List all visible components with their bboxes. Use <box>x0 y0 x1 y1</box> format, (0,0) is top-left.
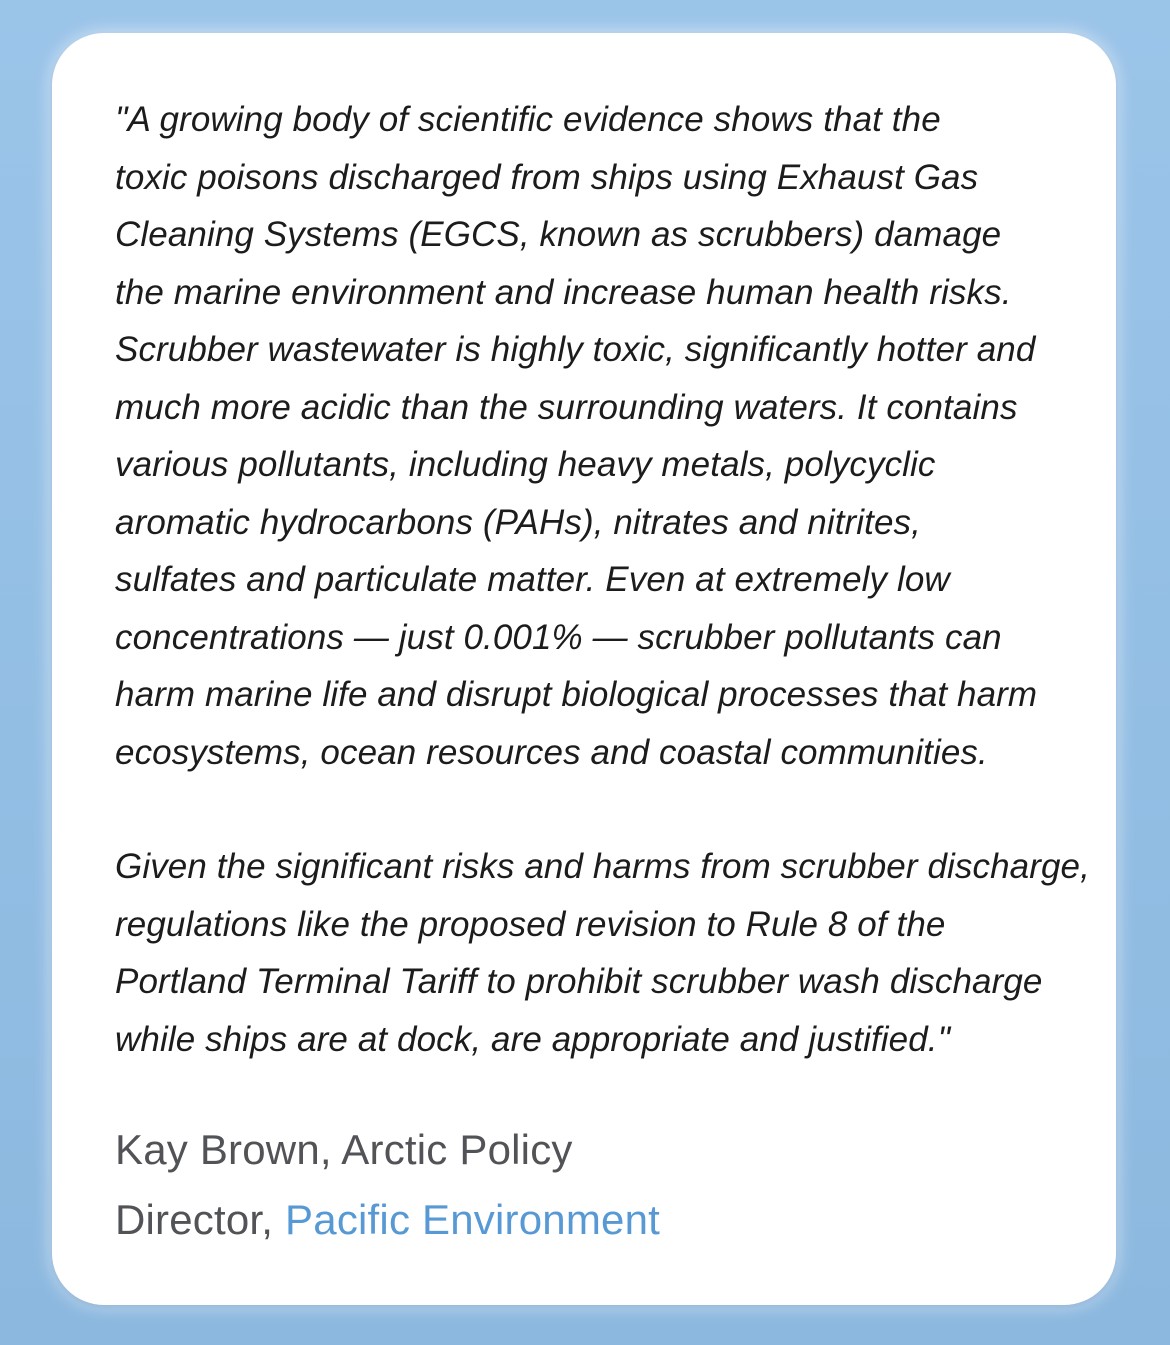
quote-line: various pollutants, including heavy metals, polycyclic <box>115 445 936 484</box>
quote-line: the marine environment and increase human health risks. <box>115 272 1012 312</box>
quote-card <box>52 33 1116 1305</box>
quote-line: ecosystems, ocean resources and coastal communities. <box>115 732 988 772</box>
quote-text <box>115 91 1090 1068</box>
quote-line: harm marine life and disrupt biological processes that harm <box>115 675 1038 714</box>
quote-line: Given the significant risks and harms from scrubber discharge, <box>115 847 1090 886</box>
attribution-role <box>115 1185 1056 1255</box>
quote-line: aromatic hydrocarbons (PAHs), nitrates and nitrites, <box>115 502 921 542</box>
attribution-role-prefix: Director, <box>115 1196 286 1243</box>
quote-line: "A growing body of scientific evidence shows that the <box>115 100 941 139</box>
quote-line: while ships are at dock, are appropriate and justified." <box>115 1019 951 1059</box>
quote-line: much more acidic than the surrounding waters. It contains <box>115 387 1018 427</box>
quote-line: sulfates and particulate matter. Even at extremely low <box>115 560 950 599</box>
quote-line: Scrubber wastewater is highly toxic, significantly hotter and <box>115 330 1036 369</box>
organization-link[interactable]: Pacific Environment <box>285 1196 660 1243</box>
attribution-name: Kay Brown, Arctic Policy <box>115 1126 573 1173</box>
quote-paragraph-2 <box>115 838 1090 1068</box>
quote-line: Portland Terminal Tariff to prohibit scrubber wash discharge <box>115 962 1043 1001</box>
attribution <box>115 1115 1056 1255</box>
quote-line: toxic poisons discharged from ships using Exhaust Gas <box>115 157 979 197</box>
quote-paragraph-1 <box>115 91 1056 781</box>
quote-line: concentrations — just 0.001% — scrubber pollutants can <box>115 617 1002 657</box>
quote-line: regulations like the proposed revision to Rule 8 of the <box>115 904 946 944</box>
quote-line: Cleaning Systems (EGCS, known as scrubbers) damage <box>115 215 1002 254</box>
